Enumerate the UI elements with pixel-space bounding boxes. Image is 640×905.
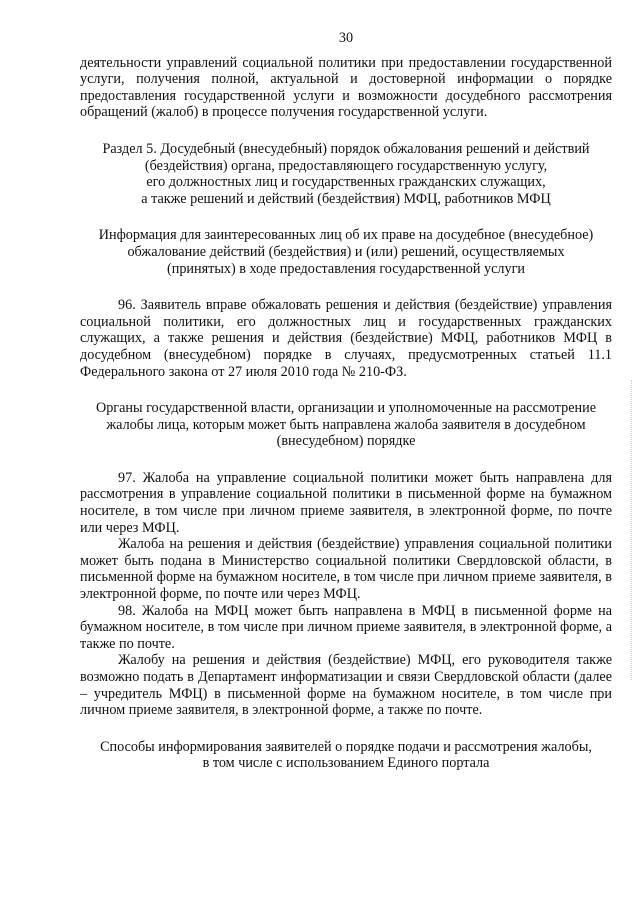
section5-heading-line: (бездействия) органа, предоставляющего государственную услугу, <box>144 157 548 174</box>
intro-paragraph: деятельности управлений социальной политики при предоставлении государственной услуги, получения полной, актуальной и достоверной информации о порядке предоставления государственной услуги и возможности досудебного рассмотрения обращений (жалоб) в процессе получения государственной услуги. <box>80 54 612 121</box>
section5-heading-line: а также решений и действий (бездействия) МФЦ, работников МФЦ <box>141 190 551 207</box>
info-heading <box>80 227 612 277</box>
paragraph-97-continued: Жалоба на решения и действия (бездействие) управления социальной политики может быть подана в Министерство социальной политики Свердловской области, в письменной форме на бумажном носителе, в том числе при личном приеме заявителя, в электронной форме, по почте или через МФЦ. <box>80 536 612 603</box>
organs-heading-line: Органы государственной власти, организации и уполномоченные на рассмотрение <box>95 400 597 417</box>
section5-heading-line: Раздел 5. Досудебный (внесудебный) порядок обжалования решений и действий <box>102 140 590 157</box>
paragraph-98-continued: Жалобу на решения и действия (бездействие) МФЦ, его руководителя также возможно подать в Департамент информатизации и связи Свердловской области (далее – учредитель МФЦ) в письменной форме на бумажном носителе, в том числе при личном приеме заявителя, в электронной форме, а также по почте. <box>80 652 612 719</box>
section5-heading <box>80 141 612 207</box>
paragraph-98: 98. Жалоба на МФЦ может быть направлена в МФЦ в письменной форме на бумажном носителе, в том числе при личном приеме заявителя, в электронной форме, а также по почте. <box>80 602 612 652</box>
methods-heading-line: в том числе с использованием Единого портала <box>202 755 490 772</box>
methods-heading-line: Способы информирования заявителей о порядке подачи и рассмотрения жалобы, <box>100 738 592 755</box>
paragraph-96: 96. Заявитель вправе обжаловать решения и действия (бездействие) управления социальной политики, его должностных лиц и государственных гражданских служащих, а также решения и действия (бездействие) МФЦ, работников МФЦ в досудебном (внесудебном) порядке в случаях, предусмотренных статьей 11.1 Федерального закона от 27 июля 2010 года № 210-ФЗ. <box>80 297 612 380</box>
paragraph-97: 97. Жалоба на управление социальной политики может быть направлена для рассмотрения в управление социальной политики в письменной форме на бумажном носителе, в том числе при личном приеме заявителя, в электронной форме, по почте или через МФЦ. <box>80 469 612 536</box>
organs-heading <box>80 400 612 450</box>
info-heading-line: (принятых) в ходе предоставления государственной услуги <box>167 260 525 277</box>
methods-heading <box>80 739 612 772</box>
scan-artifact-dots <box>629 380 632 680</box>
info-heading-line: Информация для заинтересованных лиц об их праве на досудебное (внесудебное) <box>98 227 594 244</box>
organs-heading-line: жалобы лица, которым может быть направлена жалоба заявителя в досудебном <box>106 416 586 433</box>
document-page <box>80 30 612 772</box>
organs-heading-line: (внесудебном) порядке <box>276 433 416 450</box>
page-number: 30 <box>338 30 354 46</box>
info-heading-line: обжалование действий (бездействия) и (или) решений, осуществляемых <box>127 243 565 260</box>
section5-heading-line: его должностных лиц и государственных гражданских служащих, <box>146 174 546 191</box>
